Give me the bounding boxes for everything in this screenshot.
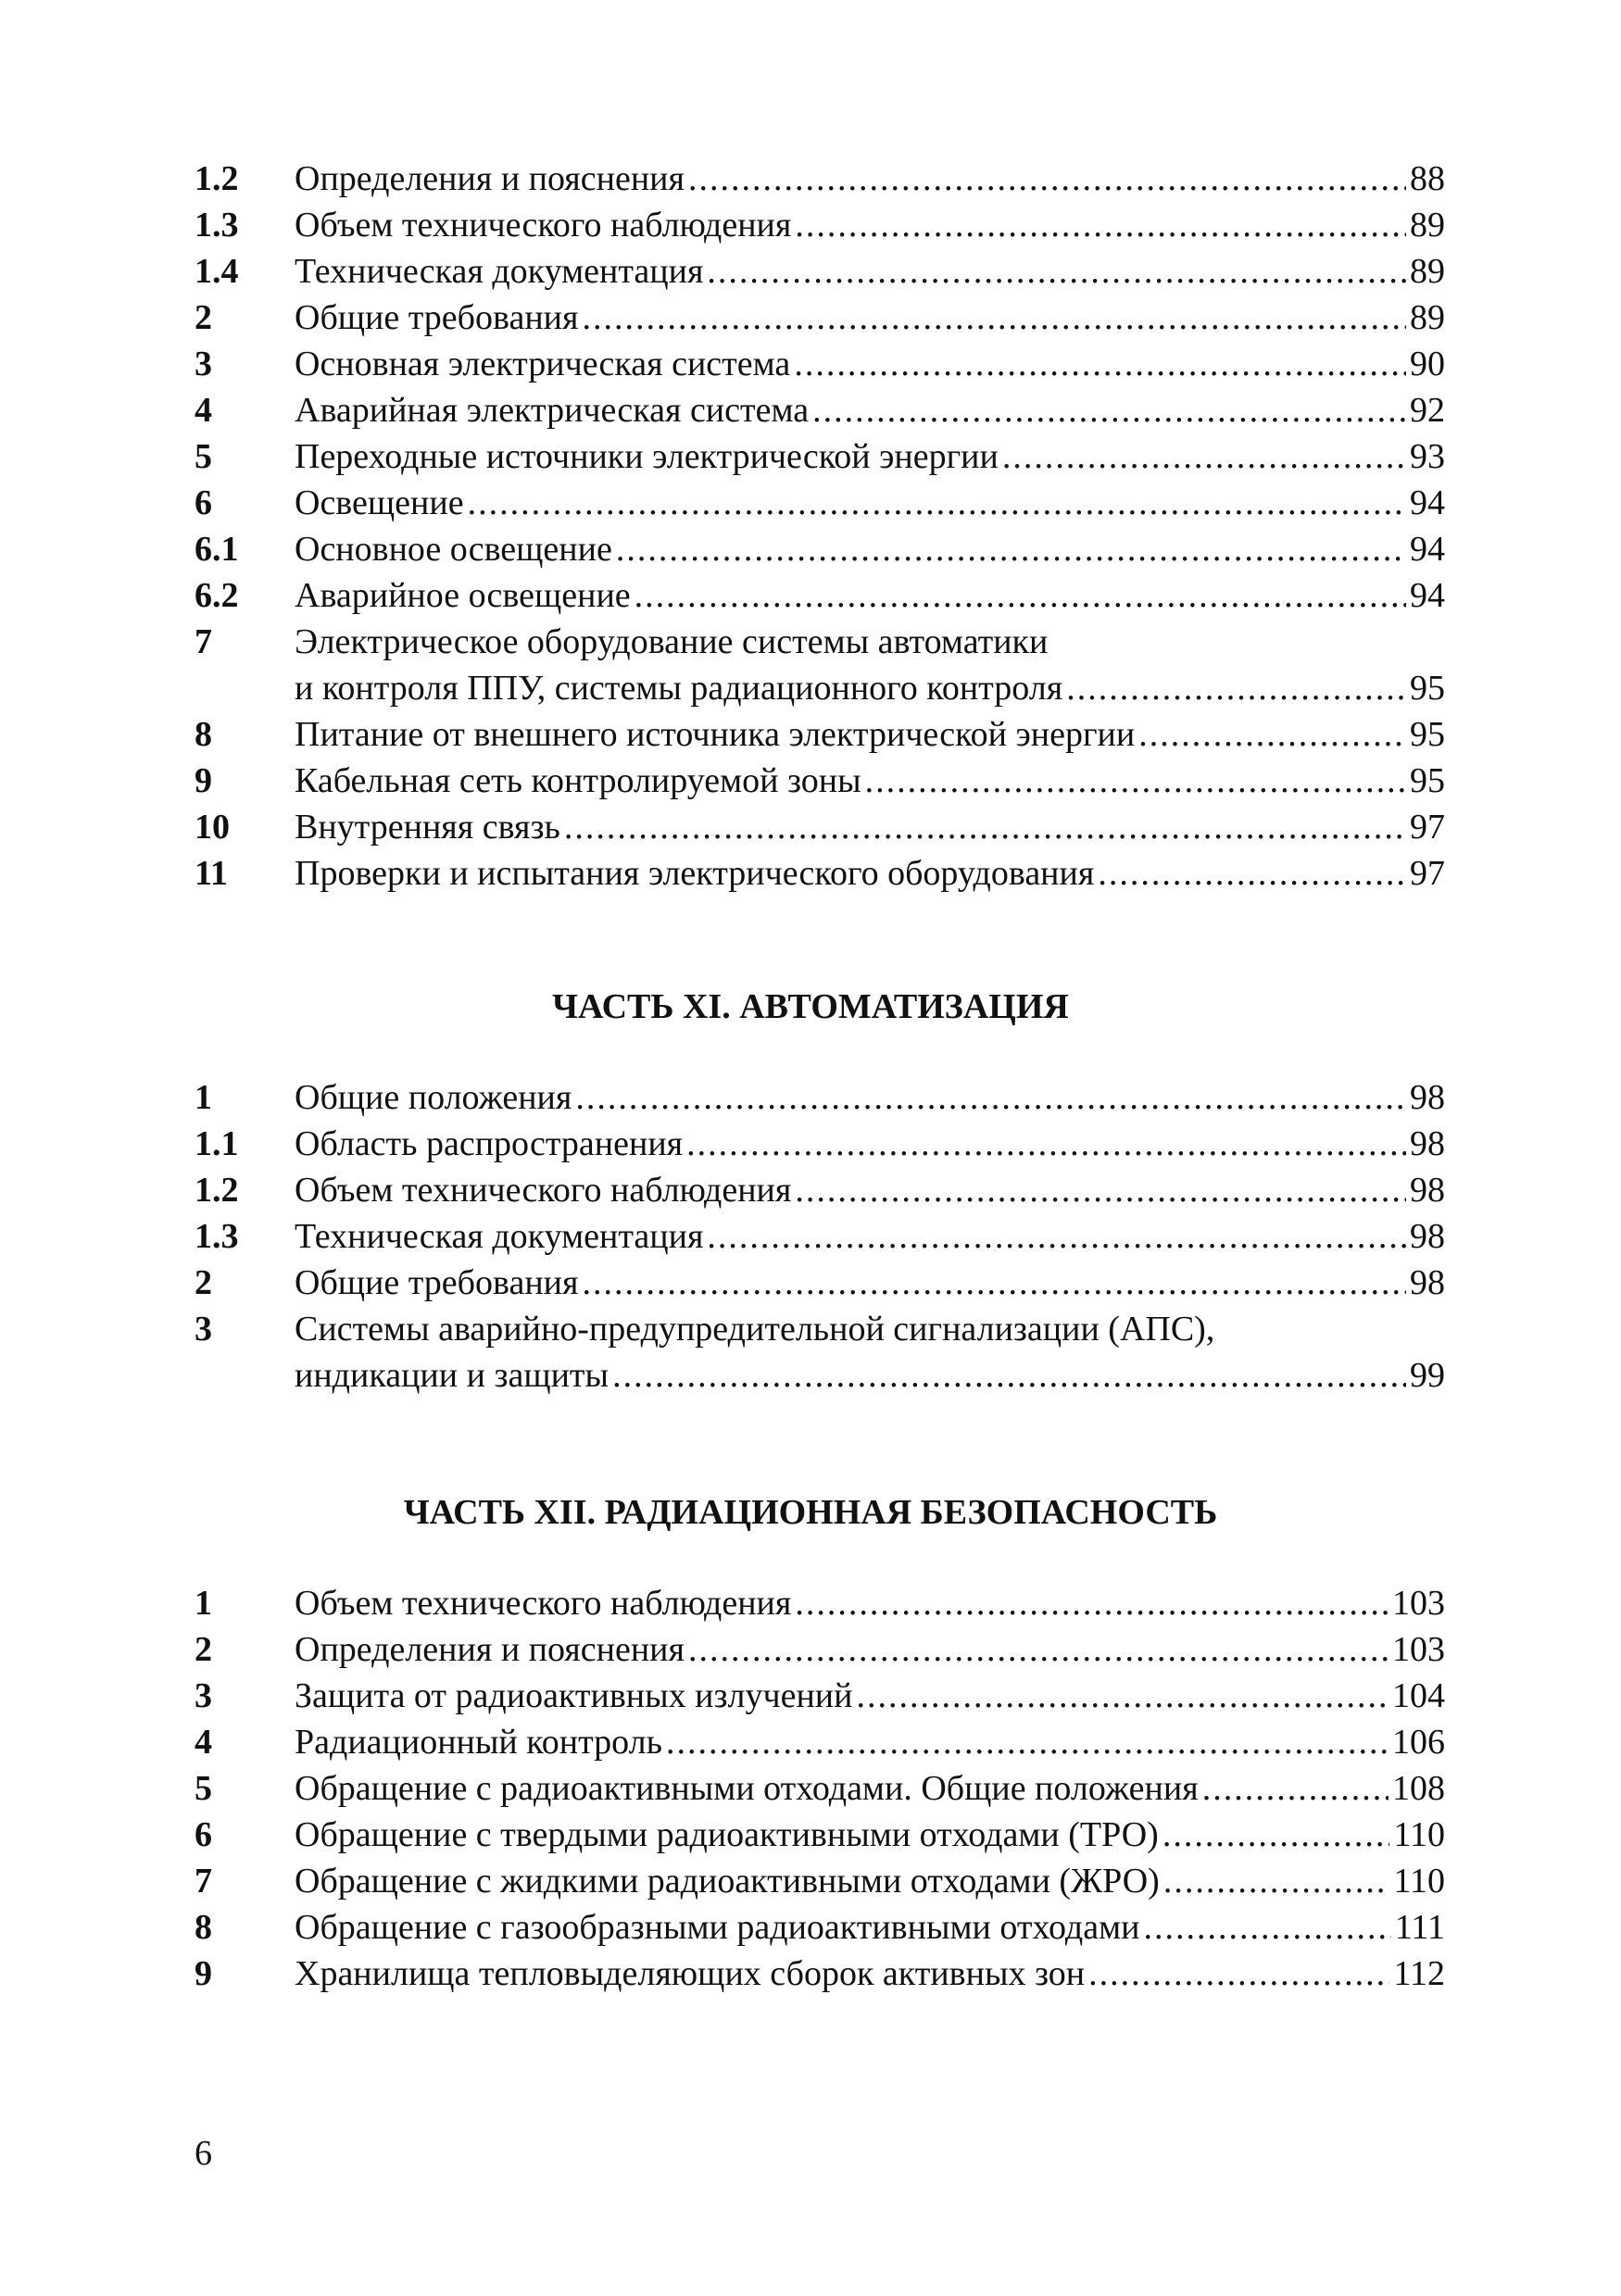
toc-entry-page: 95 (1410, 715, 1445, 754)
dot-leader (612, 1352, 1406, 1399)
toc-entry-title: Область распространения (295, 1124, 684, 1163)
toc-entry (195, 758, 1445, 804)
dot-leader (856, 1673, 1389, 1719)
toc-entry-title: Техническая документация (295, 252, 704, 291)
dot-leader (635, 572, 1406, 619)
toc-entry-page: 98 (1410, 1124, 1445, 1163)
toc-entry (195, 526, 1445, 572)
dot-leader (707, 248, 1406, 295)
dot-leader (688, 156, 1406, 202)
toc-entry-title: Кабельная сеть контролируемой зоны (295, 761, 861, 800)
toc-entry-title: Объем технического наблюдения (295, 1584, 792, 1623)
dot-leader (795, 1167, 1406, 1213)
toc-entry-title: Определения и пояснения (295, 1630, 685, 1669)
toc-entry-number: 2 (195, 1630, 212, 1669)
toc-entry (195, 202, 1445, 248)
toc-entry-number: 1 (195, 1078, 212, 1117)
toc-entry-page: 94 (1410, 530, 1445, 569)
toc-entry-number: 6.2 (195, 576, 239, 615)
toc-entry-title: Внутренняя связь (295, 808, 560, 847)
dot-leader (1002, 433, 1406, 480)
dot-leader (1066, 665, 1406, 711)
toc-entry-page: 112 (1393, 1954, 1445, 1993)
toc-entry-page: 108 (1392, 1769, 1445, 1808)
toc-entry-title: Общие положения (295, 1078, 572, 1117)
page-number: 6 (195, 2134, 212, 2173)
toc-section-part-xi (195, 1074, 1445, 1399)
dot-leader (865, 758, 1406, 804)
dot-leader (794, 341, 1406, 387)
toc-entry-title: Электрическое оборудование системы автоматики (295, 622, 1049, 661)
toc-entry-number: 2 (195, 1263, 212, 1302)
dot-leader (1202, 1765, 1389, 1812)
toc-entry-number: 7 (195, 1862, 212, 1901)
toc-entry-number: 8 (195, 715, 212, 754)
dot-leader (795, 202, 1406, 248)
toc-entry-number: 1.4 (195, 252, 239, 291)
toc-entry (195, 1213, 1445, 1260)
toc-entry-number: 6 (195, 1815, 212, 1854)
toc-entry (195, 1167, 1445, 1213)
toc-entry-title: Объем технического наблюдения (295, 206, 792, 245)
toc-entry (195, 480, 1445, 526)
toc-entry (195, 572, 1445, 619)
toc-entry-page: 98 (1410, 1171, 1445, 1210)
toc-entry-title: Основное освещение (295, 530, 612, 569)
toc-entry-title: Аварийная электрическая система (295, 391, 810, 430)
toc-entry (195, 1951, 1445, 1997)
toc-entry-page: 89 (1410, 206, 1445, 245)
dot-leader (688, 1626, 1389, 1673)
toc-entry-title: Аварийное освещение (295, 576, 631, 615)
toc-entry-title: Техническая документация (295, 1217, 704, 1256)
toc-entry-number: 8 (195, 1908, 212, 1947)
toc-entry (195, 850, 1445, 897)
toc-entry-title: Питание от внешнего источника электрической энергии (295, 715, 1136, 754)
toc-entry-number: 6 (195, 483, 212, 522)
dot-leader (812, 387, 1406, 433)
toc-entry-page: 103 (1392, 1584, 1445, 1623)
toc-entry-number: 10 (195, 808, 230, 847)
toc-entry-title: Переходные источники электрической энергии (295, 437, 999, 476)
toc-entry-title: и контроля ППУ, системы радиационного контроля (295, 669, 1063, 708)
toc-entry-number: 7 (195, 622, 212, 661)
dot-leader (686, 1121, 1406, 1167)
toc-entry-number: 9 (195, 1954, 212, 1993)
toc-entry (195, 1306, 1445, 1399)
dot-leader (1088, 1951, 1389, 1997)
toc-entry-title: Защита от радиоактивных излучений (295, 1676, 853, 1715)
dot-leader (582, 1260, 1406, 1306)
toc-entry-page: 110 (1393, 1862, 1445, 1901)
toc-entry (195, 1074, 1445, 1121)
toc-entry-page: 95 (1410, 669, 1445, 708)
dot-leader (795, 1580, 1389, 1626)
toc-entry-page: 93 (1410, 437, 1445, 476)
toc-entry (195, 1121, 1445, 1167)
toc-entry-page: 88 (1410, 159, 1445, 198)
toc-entry (195, 248, 1445, 295)
toc-entry-number: 11 (195, 854, 228, 893)
toc-entry-number: 4 (195, 391, 212, 430)
toc-entry-number: 4 (195, 1723, 212, 1762)
toc-section-1 (195, 156, 1445, 897)
toc-entry-page: 110 (1393, 1815, 1445, 1854)
toc-entry (195, 295, 1445, 341)
toc-entry (195, 387, 1445, 433)
toc-entry-page: 98 (1410, 1078, 1445, 1117)
section-title-part-xii: ЧАСТЬ XII. РАДИАЦИОННАЯ БЕЗОПАСНОСТЬ (403, 1493, 1218, 1532)
toc-entry-page: 90 (1410, 345, 1445, 383)
toc-entry (195, 1626, 1445, 1673)
toc-entry-title: Обращение с твердыми радиоактивными отходами (ТРО) (295, 1815, 1159, 1854)
toc-entry (195, 1765, 1445, 1812)
dot-leader (1098, 850, 1406, 897)
toc-entry-title: Основная электрическая система (295, 345, 791, 383)
toc-entry-title: Системы аварийно-предупредительной сигнализации (АПС), (295, 1310, 1215, 1349)
toc-entry (195, 1580, 1445, 1626)
toc-entry (195, 1904, 1445, 1951)
toc-entry-page: 103 (1392, 1630, 1445, 1669)
dot-leader (564, 804, 1406, 850)
toc-entry-page: 104 (1392, 1676, 1445, 1715)
toc-entry (195, 1719, 1445, 1765)
toc-entry-page: 97 (1410, 854, 1445, 893)
toc-entry-page: 98 (1410, 1263, 1445, 1302)
toc-entry-number: 9 (195, 761, 212, 800)
toc-entry (195, 804, 1445, 850)
toc-entry-number: 2 (195, 298, 212, 337)
section-title-part-xi: ЧАСТЬ XI. АВТОМАТИЗАЦИЯ (552, 987, 1069, 1026)
toc-entry-number: 3 (195, 1310, 212, 1349)
toc-entry (195, 341, 1445, 387)
toc-entry-title: Общие требования (295, 1263, 579, 1302)
toc-entry-number: 1 (195, 1584, 212, 1623)
dot-leader (1138, 711, 1406, 758)
toc-entry-title: Обращение с газообразными радиоактивными отходами (295, 1908, 1140, 1947)
toc-entry-number: 1.3 (195, 1217, 239, 1256)
dot-leader (582, 295, 1406, 341)
dot-leader (1163, 1858, 1390, 1904)
toc-entry-title: Обращение с жидкими радиоактивными отходами (ЖРО) (295, 1862, 1160, 1901)
toc-entry-title: Проверки и испытания электрического оборудования (295, 854, 1095, 893)
toc-entry-number: 1.3 (195, 206, 239, 245)
toc-entry (195, 711, 1445, 758)
toc-entry (195, 619, 1445, 711)
toc-entry (195, 1858, 1445, 1904)
dot-leader (707, 1213, 1406, 1260)
dot-leader (575, 1074, 1406, 1121)
toc-entry-page: 99 (1410, 1356, 1445, 1395)
toc-entry-title: Радиационный контроль (295, 1723, 662, 1762)
toc-entry-number: 1.2 (195, 159, 239, 198)
toc-entry-page: 98 (1410, 1217, 1445, 1256)
toc-entry (195, 1260, 1445, 1306)
toc-entry-page: 92 (1410, 391, 1445, 430)
toc-entry-page: 94 (1410, 483, 1445, 522)
toc-section-part-xii (195, 1580, 1445, 1997)
toc-entry-number: 1.2 (195, 1171, 239, 1210)
toc-entry-title: Общие требования (295, 298, 579, 337)
toc-entry-number: 3 (195, 1676, 212, 1715)
dot-leader (616, 526, 1406, 572)
toc-entry-page: 89 (1410, 298, 1445, 337)
toc-entry (195, 1673, 1445, 1719)
toc-entry-page: 89 (1410, 252, 1445, 291)
toc-entry-page: 106 (1392, 1723, 1445, 1762)
dot-leader (666, 1719, 1389, 1765)
toc-entry-title: Определения и пояснения (295, 159, 685, 198)
toc-entry-title: Обращение с радиоактивными отходами. Общие положения (295, 1769, 1199, 1808)
toc-entry (195, 156, 1445, 202)
toc-entry-number: 1.1 (195, 1124, 239, 1163)
toc-entry-number: 6.1 (195, 530, 239, 569)
toc-entry-number: 5 (195, 1769, 212, 1808)
toc-entry-title: индикации и защиты (295, 1356, 609, 1395)
dot-leader (1162, 1812, 1390, 1858)
toc-entry-page: 95 (1410, 761, 1445, 800)
toc-entry-title: Объем технического наблюдения (295, 1171, 792, 1210)
toc-entry (195, 1812, 1445, 1858)
toc-entry-page: 94 (1410, 576, 1445, 615)
toc-entry-title: Освещение (295, 483, 464, 522)
dot-leader (468, 480, 1406, 526)
toc-entry-number: 3 (195, 345, 212, 383)
toc-entry (195, 433, 1445, 480)
toc-entry-page: 97 (1410, 808, 1445, 847)
dot-leader (1144, 1904, 1391, 1951)
toc-entry-title: Хранилища тепловыделяющих сборок активных зон (295, 1954, 1086, 1993)
toc-entry-number: 5 (195, 437, 212, 476)
toc-entry-page: 111 (1394, 1908, 1445, 1947)
